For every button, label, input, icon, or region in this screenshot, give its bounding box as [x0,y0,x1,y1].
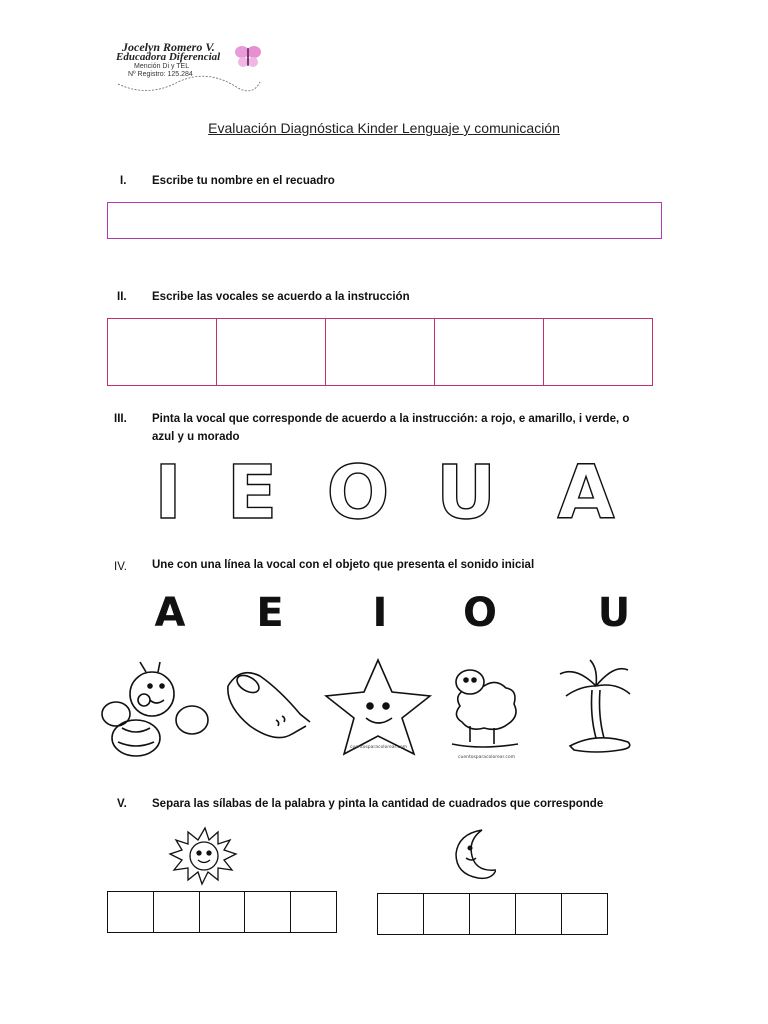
section-3-text [152,410,672,446]
section-5-text: Separa las sílabas de la palabra y pinta la cantidad de cuadrados que corresponde [152,798,604,810]
butterfly-icon [235,46,261,67]
syllable-box[interactable] [154,892,200,932]
author-mention: Mención Di y TEL [134,63,190,70]
vowel-box[interactable] [217,319,326,385]
outline-letter[interactable]: U [435,458,497,524]
outline-letter[interactable]: O [326,458,390,524]
syllable-box[interactable] [424,894,470,934]
syllable-box[interactable] [291,892,336,932]
vowel-write-boxes [107,318,653,386]
author-role: Educadora Diferencial [116,51,221,63]
vowel-box[interactable] [544,319,652,385]
sheep-icon[interactable] [452,670,518,747]
section-5-number: V. [117,798,127,810]
bold-letter[interactable]: O [462,590,497,636]
syllable-box[interactable] [108,892,154,932]
name-input-box[interactable] [107,202,662,239]
bold-letter[interactable]: U [597,590,631,636]
vowel-box[interactable] [108,319,217,385]
page-title: Evaluación Diagnóstica Kinder Lenguaje y comunicación [208,120,560,136]
star-icon[interactable] [326,660,430,754]
palm-tree-island-icon[interactable] [560,660,630,752]
bold-letter[interactable]: I [372,590,388,636]
syllable-box[interactable] [470,894,516,934]
outline-letter[interactable]: I [154,458,182,524]
pictures-row [100,656,640,762]
syllable-box[interactable] [562,894,607,934]
section-2-text: Escribe las vocales se acuerdo a la instrucción [152,291,410,303]
fingernail-icon[interactable] [228,672,310,738]
bee-icon[interactable] [102,662,208,756]
author-registry: Nº Registro: 125.284 [128,71,193,78]
author-name: Jocelyn Romero V. [122,40,215,54]
section-3-number: III. [114,413,127,425]
section-1-number: I. [120,175,127,187]
syllable-box[interactable] [516,894,562,934]
syllable-box[interactable] [200,892,246,932]
vowel-box[interactable] [326,319,435,385]
syllable-box[interactable] [245,892,291,932]
section-4-text: Une con una línea la vocal con el objeto que presenta el sonido inicial [152,559,535,571]
section-3-line-2: azul y u morado [152,431,240,443]
star-caption: cuentosparacolorear.com [350,745,408,750]
vowel-box[interactable] [435,319,544,385]
section-2-number: II. [117,291,127,303]
section-3-line-1: Pinta la vocal que corresponde de acuerdo a la instrucción: a rojo, e amarillo, i verde, o [152,413,630,425]
bold-letter[interactable]: A [154,590,186,636]
syllable-box[interactable] [378,894,424,934]
moon-icon [448,826,496,882]
syllable-boxes-sun [107,891,337,933]
sheep-caption: cuentosparacolorear.com [458,755,516,760]
author-logo [108,38,268,98]
sun-icon [160,826,250,886]
outline-letter[interactable]: A [557,458,615,524]
section-4-number: IV. [114,561,128,573]
outline-letter[interactable]: E [226,458,278,524]
section-1-text: Escribe tu nombre en el recuadro [152,175,335,187]
outline-vowels [140,458,640,524]
bold-letter[interactable]: E [256,590,284,636]
syllable-boxes-moon [377,893,608,935]
